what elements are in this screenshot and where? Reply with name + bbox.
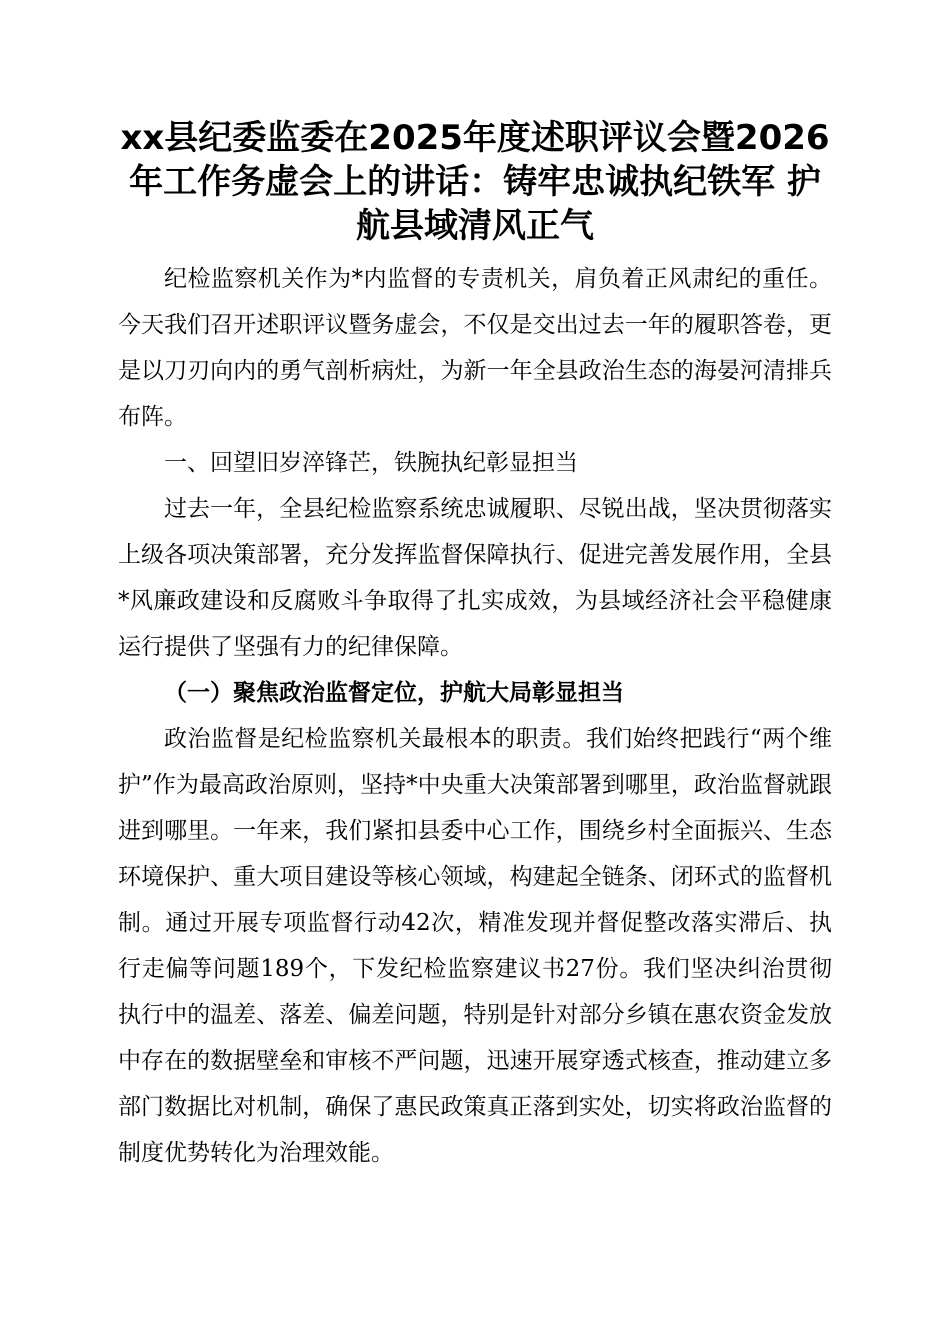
document-body <box>118 256 832 1176</box>
intro-paragraph: 纪检监察机关作为*内监督的专责机关，肩负着正风肃纪的重任。今天我们召开述职评议暨务虚会，不仅是交出过去一年的履职答卷，更是以刀刃向内的勇气剖析病灶，为新一年全县政治生态的海晏河清排兵布阵。 <box>118 266 832 430</box>
document-title: xx县纪委监委在2025年度述职评议会暨2026年工作务虚会上的讲话：铸牢忠诚执纪铁军 护航县域清风正气 <box>120 118 830 246</box>
subsection-1-paragraph: 政治监督是纪检监察机关最根本的职责。我们始终把践行“两个维护”作为最高政治原则，坚持*中央重大决策部署到哪里，政治监督就跟进到哪里。一年来，我们紧扣县委中心工作，围绕乡村全面振兴、生态环境保护、重大项目建设等核心领域，构建起全链条、闭环式的监督机制。通过开展专项监督行动42次，精准发现并督促整改落实滞后、执行走偏等问题189个，下发纪检监察建议书27份。我们坚决纠治贯彻执行中的温差、落差、偏差问题，特别是针对部分乡镇在惠农资金发放中存在的数据壁垒和审核不严问题，迅速开展穿透式核查，推动建立多部门数据比对机制，确保了惠民政策真正落到实处，切实将政治监督的制度优势转化为治理效能。 <box>118 726 832 1166</box>
section-1-paragraph: 过去一年，全县纪检监察系统忠诚履职、尽锐出战，坚决贯彻落实上级各项决策部署，充分发挥监督保障执行、促进完善发展作用，全县*风廉政建设和反腐败斗争取得了扎实成效，为县域经济社会平稳健康运行提供了坚强有力的纪律保障。 <box>118 496 832 660</box>
subsection-heading-1: （一）聚焦政治监督定位，护航大局彰显担当 <box>164 679 624 706</box>
section-heading-1: 一、回望旧岁淬锋芒，铁腕执纪彰显担当 <box>164 450 578 476</box>
